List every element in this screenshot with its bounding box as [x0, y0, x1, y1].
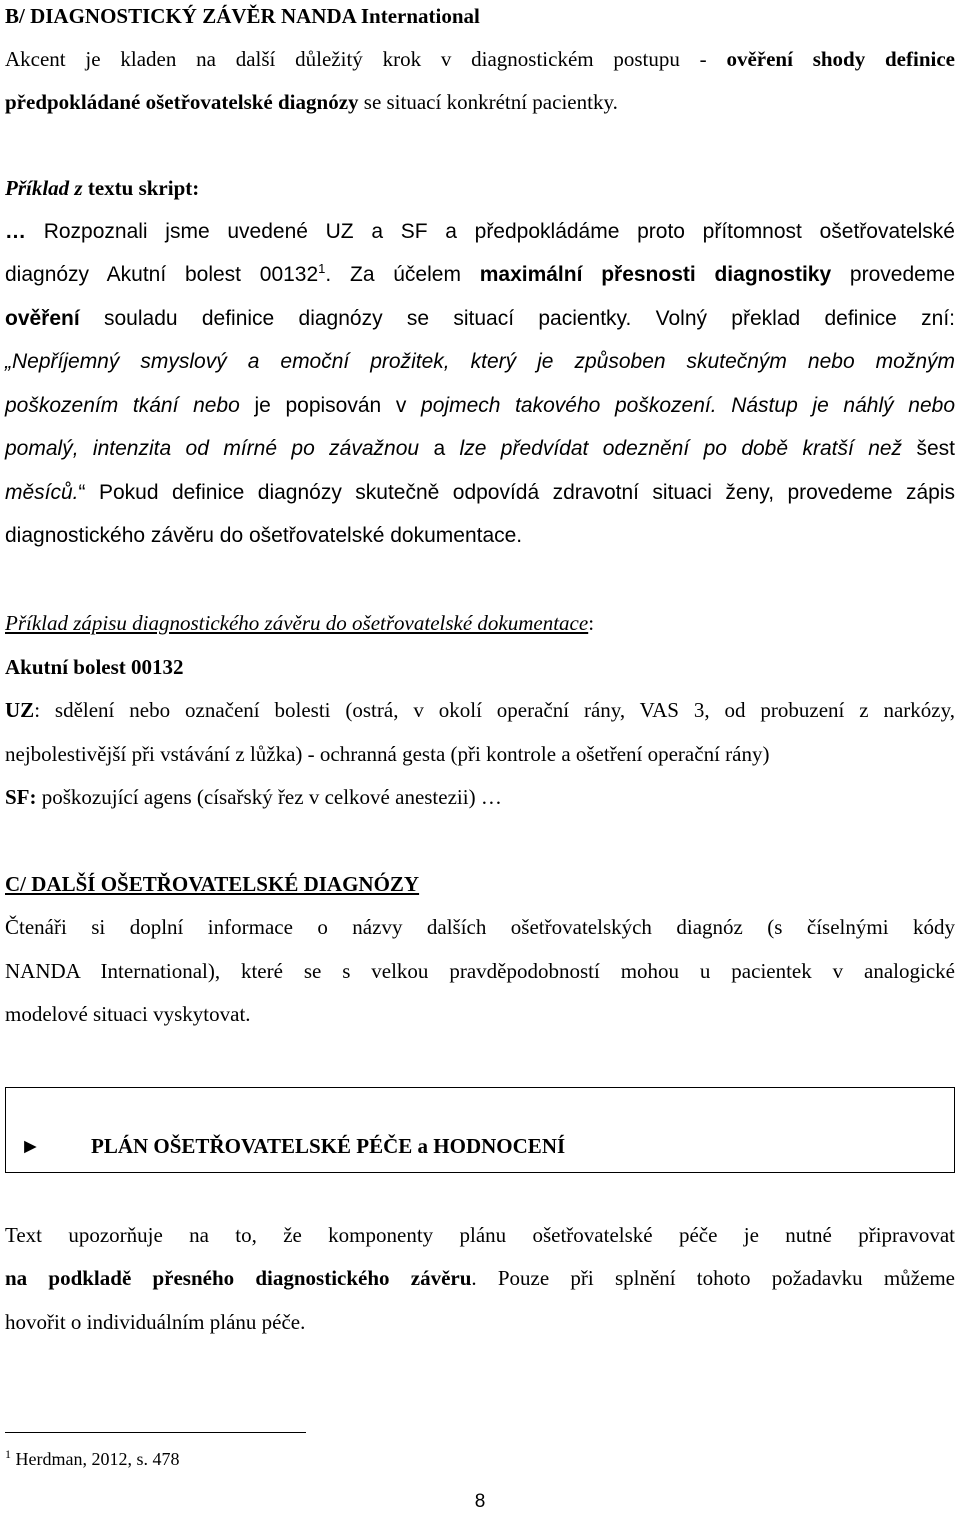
- plan-text-line-3: hovořit o individuálním plánu péče.: [5, 1310, 306, 1334]
- uz-line-2: nejbolestivější při vstávání z lůžka) - ochranná gesta (při kontrole a ošetření operační rány): [5, 742, 770, 766]
- section-c-line-3: modelové situaci vyskytovat.: [5, 1002, 251, 1026]
- example-text-line-7: měsíců.“ Pokud definice diagnózy skutečně odpovídá zdravotní situaci ženy, provedeme zápis: [5, 481, 955, 504]
- plan-heading-box: [5, 1087, 955, 1173]
- section-c-line-1: Čtenáři si doplní informace o názvy dalších ošetřovatelských diagnóz (s číselnými kódy: [5, 915, 955, 939]
- example-text-line-6: pomalý, intenzita od mírné po závažnou a lze předvídat odeznění po době kratší než šest: [5, 437, 955, 460]
- example-text-line-8: diagnostického závěru do ošetřovatelské dokumentace.: [5, 524, 523, 547]
- section-c-heading: C/ DALŠÍ OŠETŘOVATELSKÉ DIAGNÓZY: [5, 872, 420, 896]
- section-b-intro-line-1: Akcent je kladen na další důležitý krok v diagnostickém postupu - ověření shody definice: [5, 47, 955, 71]
- example-text-line-5: poškozením tkání nebo je popisován v pojmech takového poškození. Nástup je náhlý nebo: [5, 394, 955, 417]
- example-text-line-2: diagnózy Akutní bolest 00132$^1$. Za účelem maximální přesnosti diagnostiky provedeme: [5, 261, 955, 286]
- diagnosis-title: Akutní bolest 00132: [5, 655, 184, 679]
- uz-line-1: UZ: sdělení nebo označení bolesti (ostrá, v okolí operační rány, VAS 3, od probuzení z narkózy,: [5, 698, 955, 722]
- example-text-heading: Příklad z textu skript:: [5, 176, 200, 200]
- section-b-heading: B/ DIAGNOSTICKÝ ZÁVĚR NANDA International: [5, 4, 480, 28]
- plan-text-line-2: na podkladě přesného diagnostického závěru. Pouze při splnění tohoto požadavku můžeme: [5, 1266, 955, 1290]
- footnote-separator: [5, 1432, 306, 1433]
- footnote-reference: 1: [318, 261, 326, 276]
- plan-heading: ► PLÁN OŠETŘOVATELSKÉ PÉČE a HODNOCENÍ: [20, 1134, 566, 1158]
- triangle-pointer-icon: ►: [20, 1134, 41, 1158]
- sf-line: SF: poškozující agens (císařský řez v celkové anestezii) …: [5, 785, 502, 809]
- example-text-line-3: ověření souladu definice diagnózy se situací pacientky. Volný překlad definice zní:: [5, 307, 955, 330]
- example-text-line-4: „Nepříjemný smyslový a emoční prožitek, který je způsoben skutečným nebo možným: [5, 350, 955, 373]
- page-number: 8: [474, 1491, 486, 1512]
- footnote: $^1$ Herdman, 2012, s. 478: [5, 1447, 180, 1469]
- example-record-heading: Příklad zápisu diagnostického závěru do ošetřovatelské dokumentace:: [5, 611, 595, 635]
- plan-text-line-1: Text upozorňuje na to, že komponenty plánu ošetřovatelské péče je nutné připravovat: [5, 1223, 955, 1247]
- section-c-line-2: NANDA International), které se s velkou pravděpodobností mohou u pacientek v analogické: [5, 959, 955, 983]
- example-text-line-1: … Rozpoznali jsme uvedené UZ a SF a předpokládáme proto přítomnost ošetřovatelské: [5, 220, 955, 243]
- section-b-intro-line-2: předpokládané ošetřovatelské diagnózy se situací konkrétní pacientky.: [5, 90, 618, 114]
